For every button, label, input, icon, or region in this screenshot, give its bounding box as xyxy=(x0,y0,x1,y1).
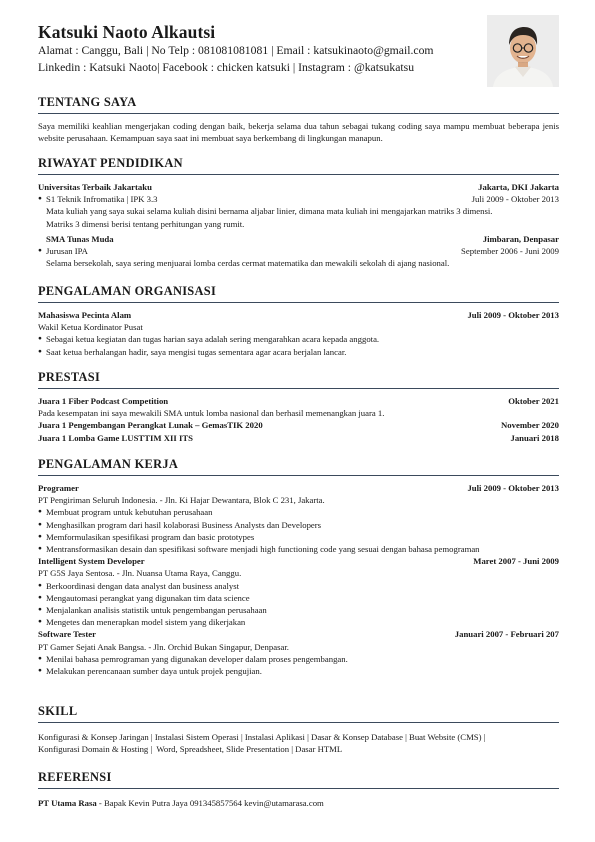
achievement-date: Januari 2018 xyxy=(510,432,559,443)
job-bullet: ● Mentransformasikan desain dan spesifikasi software menjadi high functioning code yang sesuai dengan bahasa pemograman xyxy=(38,543,559,555)
job-bullet: ● Menjalankan analisis statistik untuk pengembangan perusahaan xyxy=(38,604,559,616)
organization-period: Juli 2009 - Oktober 2013 xyxy=(467,310,559,320)
education-description: Selama bersekolah, saya sering menjuarai lomba cerdas cermat matematika dan mewakili sekolah di ajang nasional. xyxy=(46,258,450,269)
achievement-name: Juara 1 Pengembangan Perangkat Lunak – GemasTIK 2020 xyxy=(38,420,263,431)
education-entry-detail xyxy=(38,245,559,257)
job-period: Maret 2007 - Juni 2009 xyxy=(473,556,559,567)
organization-bullet: ● Saat ketua berhalangan hadir, saya mengisi tugas sementara agar acara berjalan lancar. xyxy=(38,346,559,358)
organization-position: Wakil Ketua Kordinator Pusat xyxy=(38,322,143,333)
reference-detail: - Bapak Kevin Putra Jaya 091345857564 kevin@utamarasa.com xyxy=(96,798,324,808)
education-period: September 2006 - Juni 2009 xyxy=(461,246,559,257)
skills-line: Konfigurasi Domain & Hosting | Word, Spreadsheet, Slide Presentation | Dasar HTML xyxy=(38,744,343,755)
section-achievements xyxy=(38,370,559,444)
job-bullet: ● Melakukan perencanaan sumber daya untuk projek pengujian. xyxy=(38,665,559,677)
section-title-organization: PENGALAMAN ORGANISASI xyxy=(38,284,217,298)
profile-photo xyxy=(487,15,559,87)
job-bullet: ● Menghasilkan program dari hasil kolaborasi Business Analysts dan Developers xyxy=(38,519,559,531)
job-header xyxy=(38,555,559,567)
education-period: Juli 2009 - Oktober 2013 xyxy=(471,194,559,205)
job-bullet: ● Mengetes dan menerapkan model sistem yang dikerjakan xyxy=(38,616,559,628)
education-description: Mata kuliah yang saya sukai selama kuliah disini bernama aljabar linier, dimana mata kuliah ini mengajarkan matriks 3 dimensi. xyxy=(46,206,493,217)
achievement-date: November 2020 xyxy=(501,420,559,431)
job-company: PT Gamer Sejati Anak Bangsa. - Jln. Orchid Bukan Singapur, Denpasar. xyxy=(38,641,289,652)
section-title-references: REFERENSI xyxy=(38,770,112,784)
section-title-achievements: PRESTASI xyxy=(38,370,101,384)
job-header xyxy=(38,482,559,494)
section-divider xyxy=(38,174,559,175)
job-company: PT Pengiriman Seluruh Indonesia. - Jln. Ki Hajar Dewantara, Blok C 231, Jakarta. xyxy=(38,495,325,506)
achievement-name: Juara 1 Lomba Game LUSTTIM XII ITS xyxy=(38,432,193,443)
section-title-work: PENGALAMAN KERJA xyxy=(38,457,179,471)
job-bullet: ● Membuat program untuk kebutuhan perusahaan xyxy=(38,506,559,518)
school-location: Jimbaran, Denpasar xyxy=(482,233,559,244)
education-entry-header xyxy=(38,181,559,193)
job-period: Juli 2009 - Oktober 2013 xyxy=(467,483,559,493)
skills-line: Konfigurasi & Konsep Jaringan | Instalasi Sistem Operasi | Instalasi Aplikasi | Dasar & Konsep Database | Buat Website (CMS) | xyxy=(38,732,486,742)
job-bullet: ● Berkoordinasi dengan data analyst dan business analyst xyxy=(38,580,559,592)
section-divider xyxy=(38,722,559,723)
section-title-skills: SKILL xyxy=(38,704,78,718)
section-work xyxy=(38,457,559,677)
section-divider xyxy=(38,113,559,114)
job-role: Programer xyxy=(38,483,79,493)
organization-header xyxy=(38,309,559,321)
candidate-name: Katsuki Naoto Alkautsi xyxy=(38,22,216,42)
contact-line-address: Alamat : Canggu, Bali | No Telp : 081081081081 | Email : katsukinaoto@gmail.com xyxy=(38,44,434,57)
section-divider xyxy=(38,788,559,789)
job-header xyxy=(38,628,559,640)
job-role: Software Tester xyxy=(38,629,96,640)
job-bullet: ● Menilai bahasa pemrograman yang digunakan developer dalam proses pengembangan. xyxy=(38,653,559,665)
about-text: Saya memiliki keahlian mengerjakan coding dengan baik, bekerja selama dua tahun sebagai tukang coding saya mampu membuat beberapa jenis website perusahaan. Kemampuan saya saat ini membuat saya berkembang di lingkungan manapun. xyxy=(38,121,559,144)
section-organization xyxy=(38,284,559,358)
education-major: ● S1 Teknik Infromatika | IPK 3.3 xyxy=(38,193,157,205)
achievement-item xyxy=(38,395,559,407)
section-references xyxy=(38,770,559,809)
job-bullet: ● Memformulasikan spesifikasi program dan basic prototypes xyxy=(38,531,559,543)
job-company: PT G5S Jaya Sentosa. - Jln. Nuansa Utama Raya, Canggu. xyxy=(38,568,242,579)
section-divider xyxy=(38,475,559,476)
section-divider xyxy=(38,302,559,303)
education-major: ● Jurusan IPA xyxy=(38,245,88,257)
contact-line-social: Linkedin : Katsuki Naoto| Facebook : chicken katsuki | Instagram : @katsukatsu xyxy=(38,61,415,74)
section-skills xyxy=(38,704,559,755)
profile-photo-icon xyxy=(487,15,559,87)
achievement-description: Pada kesempatan ini saya mewakili SMA untuk lomba nasional dan berhasil memenangkan juara 1. xyxy=(38,408,385,419)
section-about xyxy=(38,95,559,144)
section-title-about: TENTANG SAYA xyxy=(38,95,137,109)
job-bullet: ● Mengautomasi perangkat yang digunakan tim data science xyxy=(38,592,559,604)
achievement-date: Oktober 2021 xyxy=(508,396,559,406)
school-location: Jakarta, DKI Jakarta xyxy=(478,182,559,192)
reference-entry xyxy=(38,797,559,809)
section-divider xyxy=(38,388,559,389)
achievement-name: Juara 1 Fiber Podcast Competition xyxy=(38,396,169,406)
job-period: Januari 2007 - Februari 207 xyxy=(454,629,559,640)
education-description: Matriks 3 dimensi berisi tentang perhitungan yang rumit. xyxy=(46,218,245,229)
education-entry-header xyxy=(38,233,559,245)
job-role: Intelligent System Developer xyxy=(38,556,145,567)
education-entry-detail xyxy=(38,193,559,205)
section-education xyxy=(38,156,559,269)
school-name: SMA Tunas Muda xyxy=(46,233,114,244)
organization-name: Mahasiswa Pecinta Alam xyxy=(38,310,132,320)
achievement-item xyxy=(38,419,559,431)
organization-bullet: ● Sebagai ketua kegiatan dan tugas harian saya adalah sering mengarahkan acara kepada anggota. xyxy=(38,333,559,345)
section-title-education: RIWAYAT PENDIDIKAN xyxy=(38,156,183,170)
reference-company: PT Utama Rasa xyxy=(38,798,97,808)
achievement-item xyxy=(38,432,559,444)
school-name: Universitas Terbaik Jakartaku xyxy=(38,182,152,192)
